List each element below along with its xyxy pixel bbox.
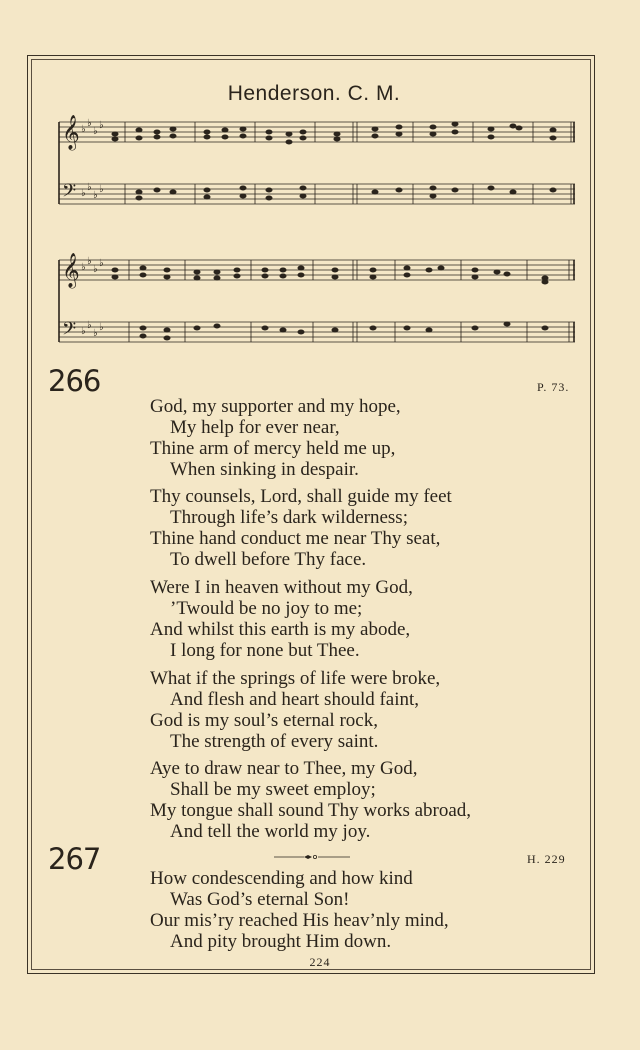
tune-title: Henderson. C. M. xyxy=(227,82,401,105)
verse-line: Aye to draw near to Thee, my God, xyxy=(150,758,418,779)
svg-text:♭: ♭ xyxy=(87,118,92,129)
svg-text:♭: ♭ xyxy=(81,326,86,337)
verse-line: The strength of every saint. xyxy=(170,731,379,752)
svg-text:♭: ♭ xyxy=(87,182,92,193)
verse-line: And whilst this earth is my abode, xyxy=(150,619,411,640)
svg-text:𝄞: 𝄞 xyxy=(62,253,80,288)
verse-line: And tell the world my joy. xyxy=(170,821,371,842)
stanza xyxy=(150,486,452,570)
verse-line: My help for ever near, xyxy=(170,417,340,438)
stanza xyxy=(150,577,413,661)
svg-text:♭: ♭ xyxy=(93,328,98,339)
stanza xyxy=(150,868,449,952)
svg-text:♭: ♭ xyxy=(99,322,104,333)
stanza xyxy=(150,668,440,752)
svg-text:𝄢: 𝄢 xyxy=(62,319,77,344)
svg-text:♭: ♭ xyxy=(87,256,92,267)
page-number: 224 xyxy=(309,955,331,969)
svg-text:♭: ♭ xyxy=(81,188,86,199)
hymn-number: 267 xyxy=(48,842,101,876)
verse-line: God, my supporter and my hope, xyxy=(150,396,401,417)
svg-text:♭: ♭ xyxy=(99,184,104,195)
stanza xyxy=(150,396,401,480)
svg-text:♭: ♭ xyxy=(81,124,86,135)
stanza xyxy=(150,758,471,842)
verse-line: My tongue shall sound Thy works abroad, xyxy=(150,800,472,821)
verse-line: How condescending and how kind xyxy=(150,868,413,889)
verse-line: ’Twould be no joy to me; xyxy=(170,598,363,619)
music-score-system-2 xyxy=(57,252,577,352)
hymn-number: 266 xyxy=(48,364,101,398)
verse-line: Through life’s dark wilderness; xyxy=(170,507,408,528)
verse-line: Thy counsels, Lord, shall guide my feet xyxy=(150,486,452,507)
verse-line: Were I in heaven without my God, xyxy=(150,577,413,598)
verse-line: What if the springs of life were broke, xyxy=(150,668,441,689)
svg-text:𝄞: 𝄞 xyxy=(62,115,80,150)
svg-text:♭: ♭ xyxy=(93,126,98,137)
svg-text:♭: ♭ xyxy=(99,120,104,131)
svg-text:♭: ♭ xyxy=(93,264,98,275)
svg-text:♭: ♭ xyxy=(93,190,98,201)
svg-text:♭: ♭ xyxy=(87,320,92,331)
verse-line: When sinking in despair. xyxy=(170,459,359,480)
verse-line: Thine arm of mercy held me up, xyxy=(150,438,396,459)
verse-line: And flesh and heart should faint, xyxy=(170,689,420,710)
music-score-system-1 xyxy=(57,112,577,212)
verse-line: God is my soul’s eternal rock, xyxy=(150,710,378,731)
verse-line: Our mis’ry reached His heav’nly mind, xyxy=(150,910,449,931)
verse-line: To dwell before Thy face. xyxy=(170,549,367,570)
ornamental-divider xyxy=(272,854,352,860)
hymn-reference: P. 73. xyxy=(537,380,570,394)
hymn-reference: H. 229 xyxy=(527,852,566,866)
svg-text:𝄢: 𝄢 xyxy=(62,181,77,206)
verse-line: Shall be my sweet employ; xyxy=(170,779,376,800)
svg-text:♭: ♭ xyxy=(99,258,104,269)
verse-line: I long for none but Thee. xyxy=(170,640,360,661)
verse-line: And pity brought Him down. xyxy=(170,931,392,952)
verse-line: Thine hand conduct me near Thy seat, xyxy=(150,528,441,549)
verse-line: Was God’s eternal Son! xyxy=(170,889,350,910)
svg-text:♭: ♭ xyxy=(81,262,86,273)
